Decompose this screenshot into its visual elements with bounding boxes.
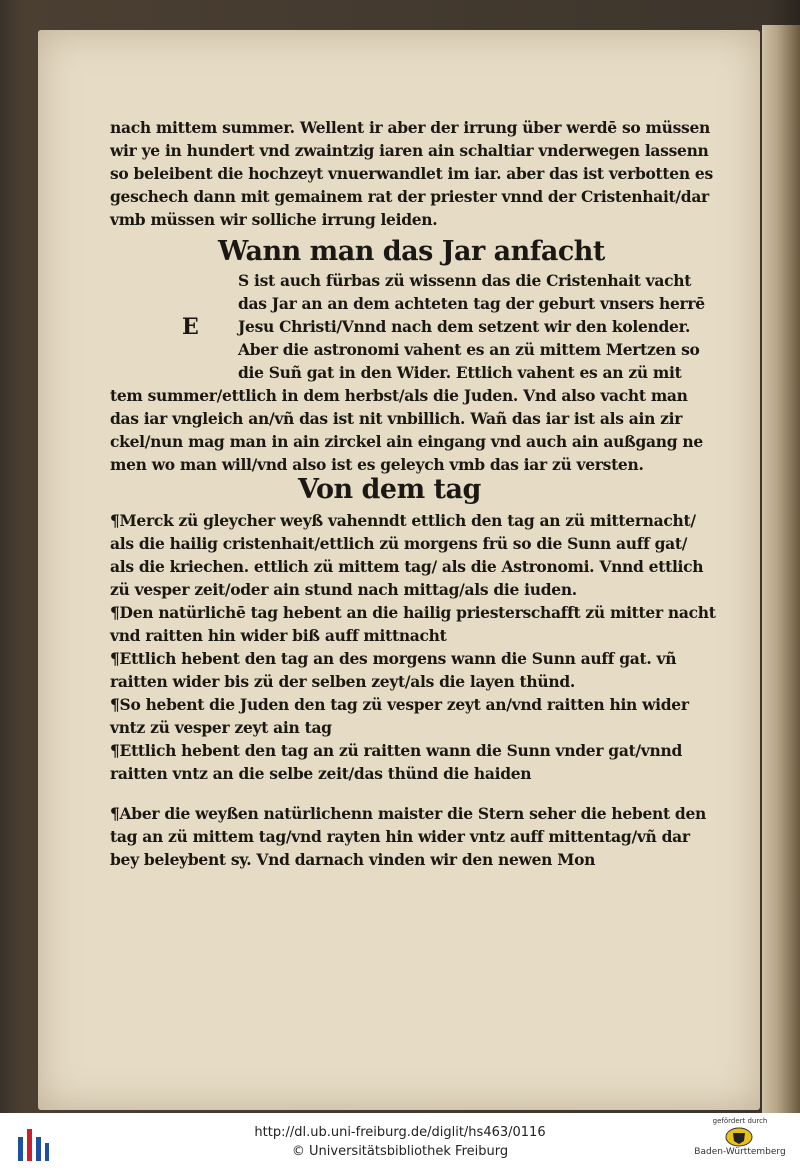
text-line: das Jar an an dem achteten tag der geburt vnsers herrē <box>238 294 705 313</box>
text-line: raitten vntz an die selbe zeit/das thünd die haiden <box>110 764 532 783</box>
text-line: S ist auch fürbas zü wissenn das die Cristenhait vacht <box>238 271 692 290</box>
text-line: raitten wider bis zü der selben zeyt/als die layen thünd. <box>110 672 575 691</box>
text-line: men wo man will/vnd also ist es geleych vmb das iar zü versten. <box>110 455 644 474</box>
text-line: zü vesper zeit/oder ain stund nach mittag/als die iuden. <box>110 580 577 599</box>
text-line: vnd raitten hin wider biß auff mittnacht <box>110 626 447 645</box>
text-line: nach mittem summer. Wellent ir aber der irrung über werdē so müssen <box>110 118 710 137</box>
text-line: Jesu Christi/Vnnd nach dem setzent wir den kolender. <box>238 317 691 336</box>
initial-letter: E <box>182 314 199 340</box>
text-line: wir ye in hundert vnd zwaintzig iaren ain schaltiar vnderwegen lassenn <box>110 141 709 160</box>
text-line: tem summer/ettlich in dem herbst/als die Juden. Vnd also vacht man <box>110 386 688 405</box>
text-line: Aber die astronomi vahent es an zü mittem Mertzen so <box>238 340 700 359</box>
heading-tag: Von dem tag <box>298 474 481 505</box>
text-line: als die kriechen. ettlich zü mittem tag/ als die Astronomi. Vnnd ettlich <box>110 557 704 576</box>
text-line: ¶Aber die weyßen natürlichenn maister die Stern seher die hebent den <box>110 804 706 823</box>
text-line: ¶So hebent die Juden den tag zü vesper zeyt an/vnd raitten hin wider <box>110 695 689 714</box>
text-line: als die hailig cristenhait/ettlich zü morgens frü so die Sunn auff gat/ <box>110 534 688 553</box>
viewer-footer <box>0 1113 800 1170</box>
text-line: ¶Ettlich hebent den tag an des morgens wann die Sunn auff gat. vñ <box>110 649 677 668</box>
text-line: das iar vngleich an/vñ das ist nit vnbillich. Wañ das iar ist als ain zir <box>110 409 683 428</box>
text-line: ckel/nun mag man in ain zirckel ain eingang vnd auch ain außgang ne <box>110 432 703 451</box>
coat-of-arms-icon <box>725 1127 753 1147</box>
sponsor-logo <box>690 1117 790 1169</box>
text-line: so beleibent die hochzeyt vnuerwandlet im iar. aber das ist verbotten es <box>110 164 713 183</box>
text-line: geschech dann mit gemainem rat der priester vnnd der Cristenhait/dar <box>110 187 709 206</box>
heading-jar: Wann man das Jar anfacht <box>218 236 605 267</box>
text-line: bey beleybent sy. Vnd darnach vinden wir den newen Mon <box>110 850 596 869</box>
permalink[interactable]: http://dl.ub.uni-freiburg.de/diglit/hs463/0116 <box>254 1125 546 1140</box>
text-line: vntz zü vesper zeyt ain tag <box>110 718 332 737</box>
text-line: ¶Den natürlichē tag hebent an die hailig priesterschafft zü mitter nacht <box>110 603 716 622</box>
page-edge <box>762 25 800 1113</box>
text-line: tag an zü mittem tag/vnd rayten hin wider vntz auff mittentag/vñ dar <box>110 827 690 846</box>
text-line: vmb müssen wir solliche irrung leiden. <box>110 210 438 229</box>
sponsor-name: Baden-Württemberg <box>694 1147 786 1157</box>
copyright-notice: © Universitätsbibliothek Freiburg <box>291 1144 509 1159</box>
text-line: ¶Ettlich hebent den tag an zü raitten wann die Sunn vnder gat/vnnd <box>110 741 682 760</box>
sponsor-caption: gefördert durch <box>712 1117 768 1125</box>
text-line: die Suñ gat in den Wider. Ettlich vahent es an zü mit <box>238 363 682 382</box>
text-line: ¶Merck zü gleycher weyß vahenndt ettlich den tag an zü mitternacht/ <box>110 511 696 530</box>
